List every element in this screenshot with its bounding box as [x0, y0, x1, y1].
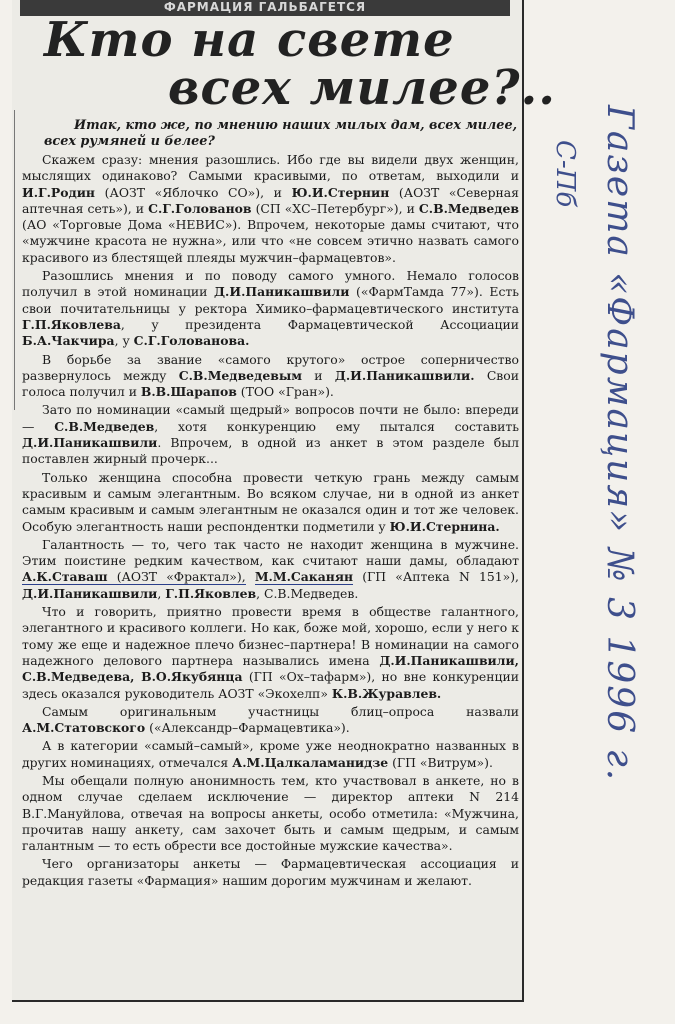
- person-name: С.В.Медведев: [54, 418, 155, 434]
- article-body: [22, 152, 519, 891]
- text-run: Самым оригинальным участницы блиц–опроса назвали: [42, 703, 519, 719]
- text-run: («ФармТамда 77»). Есть свои почитательницы у ректора Химико–фармацевтического института: [22, 284, 519, 316]
- person-name: В.В.Шарапов: [140, 384, 237, 400]
- person-name: М.М.Саканян: [254, 569, 354, 585]
- person-name: Ю.И.Стернин: [291, 184, 390, 200]
- person-name: К.В.Журавлев.: [331, 685, 442, 701]
- text-run: А в категории «самый–самый», кроме уже неоднократно названных в других номинациях, отмечался: [22, 738, 519, 770]
- section-banner: ФАРМАЦИЯ ГАЛЬБАГЕТСЯ: [20, 0, 510, 16]
- text-run: Только женщина способна провести четкую грань между самым красивым и самым элегантным. Во всяком случае, ни в одной из анкет самым красивым и самым элегантным не оказался один и тот же человек. Особую элегантность наши респондентки подметили у: [22, 469, 519, 534]
- person-name: А.М.Цалкаламанидзе: [232, 754, 389, 770]
- text-run: Скажем сразу: мнения разошлись. Ибо где вы видели двух женщин, мыслящих одинаково? Самыми красивыми, по ответам, выходили и: [22, 152, 519, 184]
- text-run: (АО «Торговые Дома «НЕВИС»). Впрочем, некоторые дамы считают, что «мужчине красота не нужна», или что «не совсем этично назвать самого красивого из блестящей плеяды мужчин–фармацевтов».: [22, 217, 519, 265]
- handwritten-source-note: Газета «Фармация» № 3 1996 г.: [599, 105, 640, 783]
- text-run: Что и говорить, приятно провести время в обществе галантного, элегантного и красивого коллеги. Но как, боже мой, хорошо, если у него к тому же еще и надежное плечо бизнес–партнера! В номинации на самого надежного делового партнера назывались имена: [22, 604, 519, 668]
- clipping-edge: [0, 110, 15, 410]
- text-run: , у президента Фармацевтической Ассоциации: [120, 316, 519, 332]
- article-paragraph: [22, 604, 519, 702]
- text-run: . Впрочем, в одной из анкет в этом разделе был поставлен жирный прочерк...: [22, 435, 519, 467]
- text-run: [246, 569, 255, 584]
- article-paragraph: [22, 402, 519, 467]
- person-name: С.В.Медведевым: [178, 367, 302, 383]
- text-run: Зато по номинации «самый щедрый» вопросов почти не было: впереди —: [22, 402, 519, 434]
- text-run: Разошлись мнения и по поводу самого умного. Немало голосов получил в этой номинации: [22, 268, 519, 300]
- person-name: Д.И.Паникашвили: [22, 585, 158, 601]
- headline-line-1: Кто на свете: [44, 12, 455, 68]
- text-run: Мы обещали полную анонимность тем, кто участвовал в анкете, но в одном случае сделаем исключение — директор аптеки N 214 В.Г.Мануйлова, отвечая на вопросы анкеты, особо отметила: «Мужчина, прочитав нашу анкету, сам захочет быть и самым щедрым, и самым галантным — то есть обрести все достойные мужские качества».: [22, 772, 519, 854]
- text-run: , хотя конкуренцию ему пытался составить: [154, 418, 519, 434]
- person-name: Г.П.Яковлева: [22, 316, 121, 332]
- person-name: Б.А.Чакчира: [22, 333, 115, 349]
- person-name: С.Г.Голованова.: [133, 333, 250, 349]
- article-paragraph: [22, 856, 519, 889]
- text-run: (АОЗТ «Фрактал»),: [107, 569, 246, 585]
- text-run: (ТОО «Гран»).: [236, 384, 334, 400]
- person-name: А.К.Ставаш: [22, 569, 108, 585]
- person-name: С.Г.Голованов: [148, 200, 252, 216]
- person-name: С.В.Медведев: [418, 200, 519, 216]
- text-run: («Александр–Фармацевтика»).: [145, 720, 350, 736]
- text-run: , у: [114, 333, 134, 349]
- text-run: (ГП «Аптека N 151»),: [353, 569, 519, 585]
- article-paragraph: [22, 352, 519, 401]
- text-run: , С.В.Медведев.: [256, 585, 359, 601]
- article-paragraph: [22, 268, 519, 349]
- person-name: Д.И.Паникашвили, С.В.Медведева, В.О.Якубянца: [22, 652, 519, 685]
- article-paragraph: [22, 537, 519, 602]
- text-run: Чего организаторы анкеты — Фармацевтическая ассоциация и редакция газеты «Фармация» нашим дорогим мужчинам и желают.: [22, 856, 519, 888]
- person-name: А.М.Статовского: [22, 720, 146, 736]
- article-lead: Итак, кто же, по мнению наших милых дам, всех милее, всех румяней и белее?: [44, 118, 518, 149]
- person-name: И.Г.Родин: [22, 184, 95, 200]
- handwritten-city-note: С-Пб: [550, 140, 580, 208]
- article-paragraph: [22, 773, 519, 854]
- article-paragraph: [22, 152, 519, 266]
- text-run: (АОЗТ «Яблочко СО»), и: [95, 184, 292, 200]
- text-run: и: [302, 367, 335, 383]
- article-paragraph: [22, 738, 519, 771]
- article-paragraph: [22, 470, 519, 535]
- text-run: (АОЗТ «Северная аптечная сеть»), и: [22, 184, 519, 216]
- headline-line-2: всех милее?..: [168, 60, 556, 116]
- text-run: Галантность — то, чего так часто не находит женщина в мужчине. Этим поистине редким качеством, как считают наши дамы, обладают: [22, 536, 519, 569]
- text-run: ,: [157, 585, 166, 601]
- person-name: Д.И.Паникашвили: [22, 435, 158, 451]
- text-run: Свои голоса получил и: [22, 367, 519, 400]
- person-name: Ю.И.Стернина.: [389, 518, 500, 534]
- person-name: Д.И.Паникашвили: [214, 284, 350, 300]
- text-run: (ГП «Ох–тафарм»), но вне конкуренции здесь оказался руководитель АОЗТ «Экохелп»: [22, 669, 520, 701]
- person-name: Д.И.Паникашвили.: [334, 367, 475, 383]
- article-paragraph: [22, 704, 519, 737]
- person-name: Г.П.Яковлев: [165, 585, 257, 601]
- text-run: (СП «ХС–Петербург»), и: [251, 200, 419, 216]
- text-run: В борьбе за звание «самого крутого» острое соперничество развернулось между: [22, 351, 519, 383]
- text-run: (ГП «Витрум»).: [388, 754, 493, 770]
